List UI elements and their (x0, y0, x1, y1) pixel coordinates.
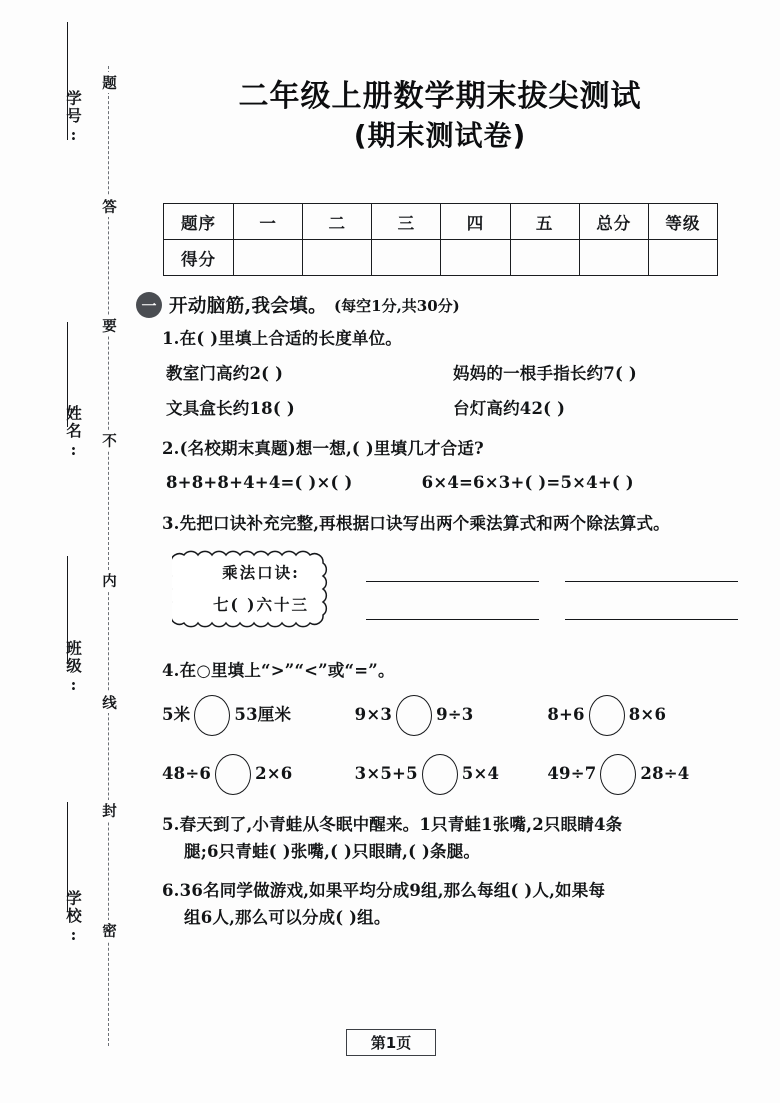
question-1-row-1 (136, 362, 740, 387)
question-6-number: 6. (162, 880, 180, 900)
section-title: 开动脑筋,我会填。 (169, 296, 328, 317)
score-cell-4[interactable] (510, 240, 579, 276)
field-student-id-label: 学号: (64, 90, 83, 146)
compare-item-4-right: 5×4 (461, 764, 500, 784)
compare-item-1-right: 9÷3 (436, 705, 474, 725)
compare-row-1 (162, 695, 740, 736)
answer-line-2[interactable] (366, 591, 539, 620)
question-3-number: 3. (162, 513, 180, 533)
question-1-item-1[interactable]: 妈妈的一根手指长约7( ) (453, 363, 637, 383)
score-cell-3[interactable] (441, 240, 510, 276)
score-table (163, 203, 718, 276)
question-1-row-2 (136, 397, 740, 422)
compare-item-2-right: 8×6 (628, 705, 667, 725)
exam-body (136, 292, 740, 932)
compare-item-3-right: 2×6 (255, 764, 293, 784)
score-table-row-label-0: 题序 (164, 204, 234, 240)
compare-circle-1[interactable] (396, 695, 432, 736)
compare-item-5-left: 49÷7 (547, 764, 597, 784)
seal-char-7: 密 (99, 920, 119, 941)
question-6 (136, 879, 740, 931)
compare-item-2 (547, 695, 740, 736)
answer-line-0[interactable] (366, 553, 539, 582)
identity-fields (52, 60, 86, 1040)
field-name-label: 姓名: (64, 405, 83, 461)
left-margin-strip (0, 0, 135, 1103)
page-title (140, 78, 740, 155)
question-2-equation-left[interactable]: 8+8+8+4+4=( )×( ) (166, 473, 353, 492)
compare-item-4-left: 3×5+5 (354, 764, 418, 784)
question-1-stem (136, 327, 740, 352)
bubble-title: 乘法口诀: (222, 562, 300, 582)
score-table-col-2: 三 (372, 204, 441, 240)
question-3 (136, 512, 740, 645)
bubble-content (172, 545, 350, 633)
seal-char-5: 线 (99, 692, 119, 713)
question-2-number: 2. (162, 439, 180, 459)
seal-char-2: 要 (99, 315, 119, 336)
score-cell-2[interactable] (372, 240, 441, 276)
question-4-compare-grid (136, 695, 740, 795)
score-table-col-4: 五 (510, 204, 579, 240)
seal-char-4: 内 (99, 570, 119, 591)
question-2-text: (名校期末真题)想一想,( )里填几才合适? (179, 439, 484, 459)
question-5-number: 5. (162, 815, 180, 835)
question-1-item-3[interactable]: 台灯高约42( ) (453, 398, 566, 418)
multiplication-rhyme-bubble (172, 545, 350, 633)
question-4-number: 4. (162, 660, 180, 680)
field-school-rule (67, 802, 68, 912)
title-subtitle: (期末测试卷) (353, 119, 527, 153)
compare-item-0 (162, 695, 355, 736)
seal-char-1: 答 (99, 196, 119, 217)
compare-item-1 (355, 695, 548, 736)
compare-circle-0[interactable] (194, 695, 230, 736)
question-5-text-1: 春天到了,小青蛙从冬眠中醒来。1只青蛙1张嘴,2只眼睛4条 (179, 815, 623, 835)
answer-line-1[interactable] (565, 553, 738, 582)
question-1 (136, 327, 740, 421)
score-cell-0[interactable] (234, 240, 303, 276)
score-cell-1[interactable] (303, 240, 372, 276)
section-heading-1 (136, 292, 740, 318)
question-1-number: 1. (162, 329, 180, 348)
score-table-col-6: 等级 (648, 204, 717, 240)
question-5 (136, 813, 740, 865)
question-2-equations (136, 471, 740, 496)
score-table-col-5: 总分 (579, 204, 648, 240)
seal-char-3: 不 (99, 430, 119, 451)
question-4 (136, 659, 740, 796)
compare-item-0-left: 5米 (162, 705, 191, 725)
compare-item-4 (355, 754, 548, 795)
field-class-rule (67, 556, 68, 664)
title-main: 二年级上册数学期末拔尖测试 (238, 79, 642, 114)
score-table-col-1: 二 (303, 204, 372, 240)
question-1-item-0[interactable]: 教室门高约2( ) (166, 363, 284, 383)
compare-item-2-left: 8+6 (547, 705, 585, 725)
section-number-badge: 一 (136, 292, 162, 318)
question-2-stem (136, 437, 740, 462)
score-cell-6[interactable] (648, 240, 717, 276)
question-6-text-1: 36名同学做游戏,如果平均分成9组,那么每组( )人,如果每 (179, 880, 606, 900)
score-table-col-3: 四 (441, 204, 510, 240)
field-name-rule (67, 322, 68, 427)
question-3-text: 先把口诀补充完整,再根据口诀写出两个乘法算式和两个除法算式。 (179, 513, 670, 533)
compare-item-1-left: 9×3 (354, 705, 393, 725)
compare-item-0-right: 53厘米 (234, 705, 292, 725)
field-class-label: 班级: (64, 640, 83, 696)
score-table-row-label-1: 得分 (164, 240, 234, 276)
question-6-line-1 (136, 879, 740, 904)
seal-char-6: 封 (99, 800, 119, 821)
table-row-scores (164, 240, 718, 276)
question-2 (136, 437, 740, 496)
compare-circle-3[interactable] (215, 754, 251, 795)
question-4-text: 在○里填上“>”“<”或“=”。 (179, 660, 395, 680)
question-4-stem (136, 659, 740, 684)
section-note: (每空1分,共30分) (334, 296, 460, 315)
compare-item-3 (162, 754, 355, 795)
compare-circle-2[interactable] (589, 695, 625, 736)
compare-circle-4[interactable] (422, 754, 458, 795)
question-1-item-2[interactable]: 文具盒长约18( ) (166, 398, 295, 418)
question-5-line-1 (136, 813, 740, 838)
seal-char-0: 题 (99, 72, 119, 93)
compare-circle-5[interactable] (600, 754, 636, 795)
field-student-id-rule (67, 22, 68, 140)
answer-line-3[interactable] (565, 591, 738, 620)
field-school-label: 学校: (64, 890, 83, 946)
bubble-body[interactable]: 七( )六十三 (212, 595, 310, 614)
question-3-answer-lines (366, 553, 738, 629)
compare-item-3-left: 48÷6 (162, 764, 212, 784)
question-5-line-2[interactable]: 腿;6只青蛙( )张嘴,( )只眼睛,( )条腿。 (184, 842, 481, 861)
question-2-equation-right[interactable]: 6×4=6×3+( )=5×4+( ) (421, 473, 634, 492)
question-3-stem (136, 512, 740, 537)
score-table-col-0: 一 (234, 204, 303, 240)
compare-row-2 (162, 754, 740, 795)
score-cell-5[interactable] (579, 240, 648, 276)
table-row-header (164, 204, 718, 240)
page-number-footer: 第1页 (346, 1029, 436, 1056)
question-6-line-2[interactable]: 组6人,那么可以分成( )组。 (184, 907, 391, 927)
question-3-work-area (136, 545, 740, 645)
question-1-text: 在( )里填上合适的长度单位。 (179, 329, 402, 348)
compare-item-5-right: 28÷4 (640, 764, 690, 784)
compare-item-5 (547, 754, 740, 795)
